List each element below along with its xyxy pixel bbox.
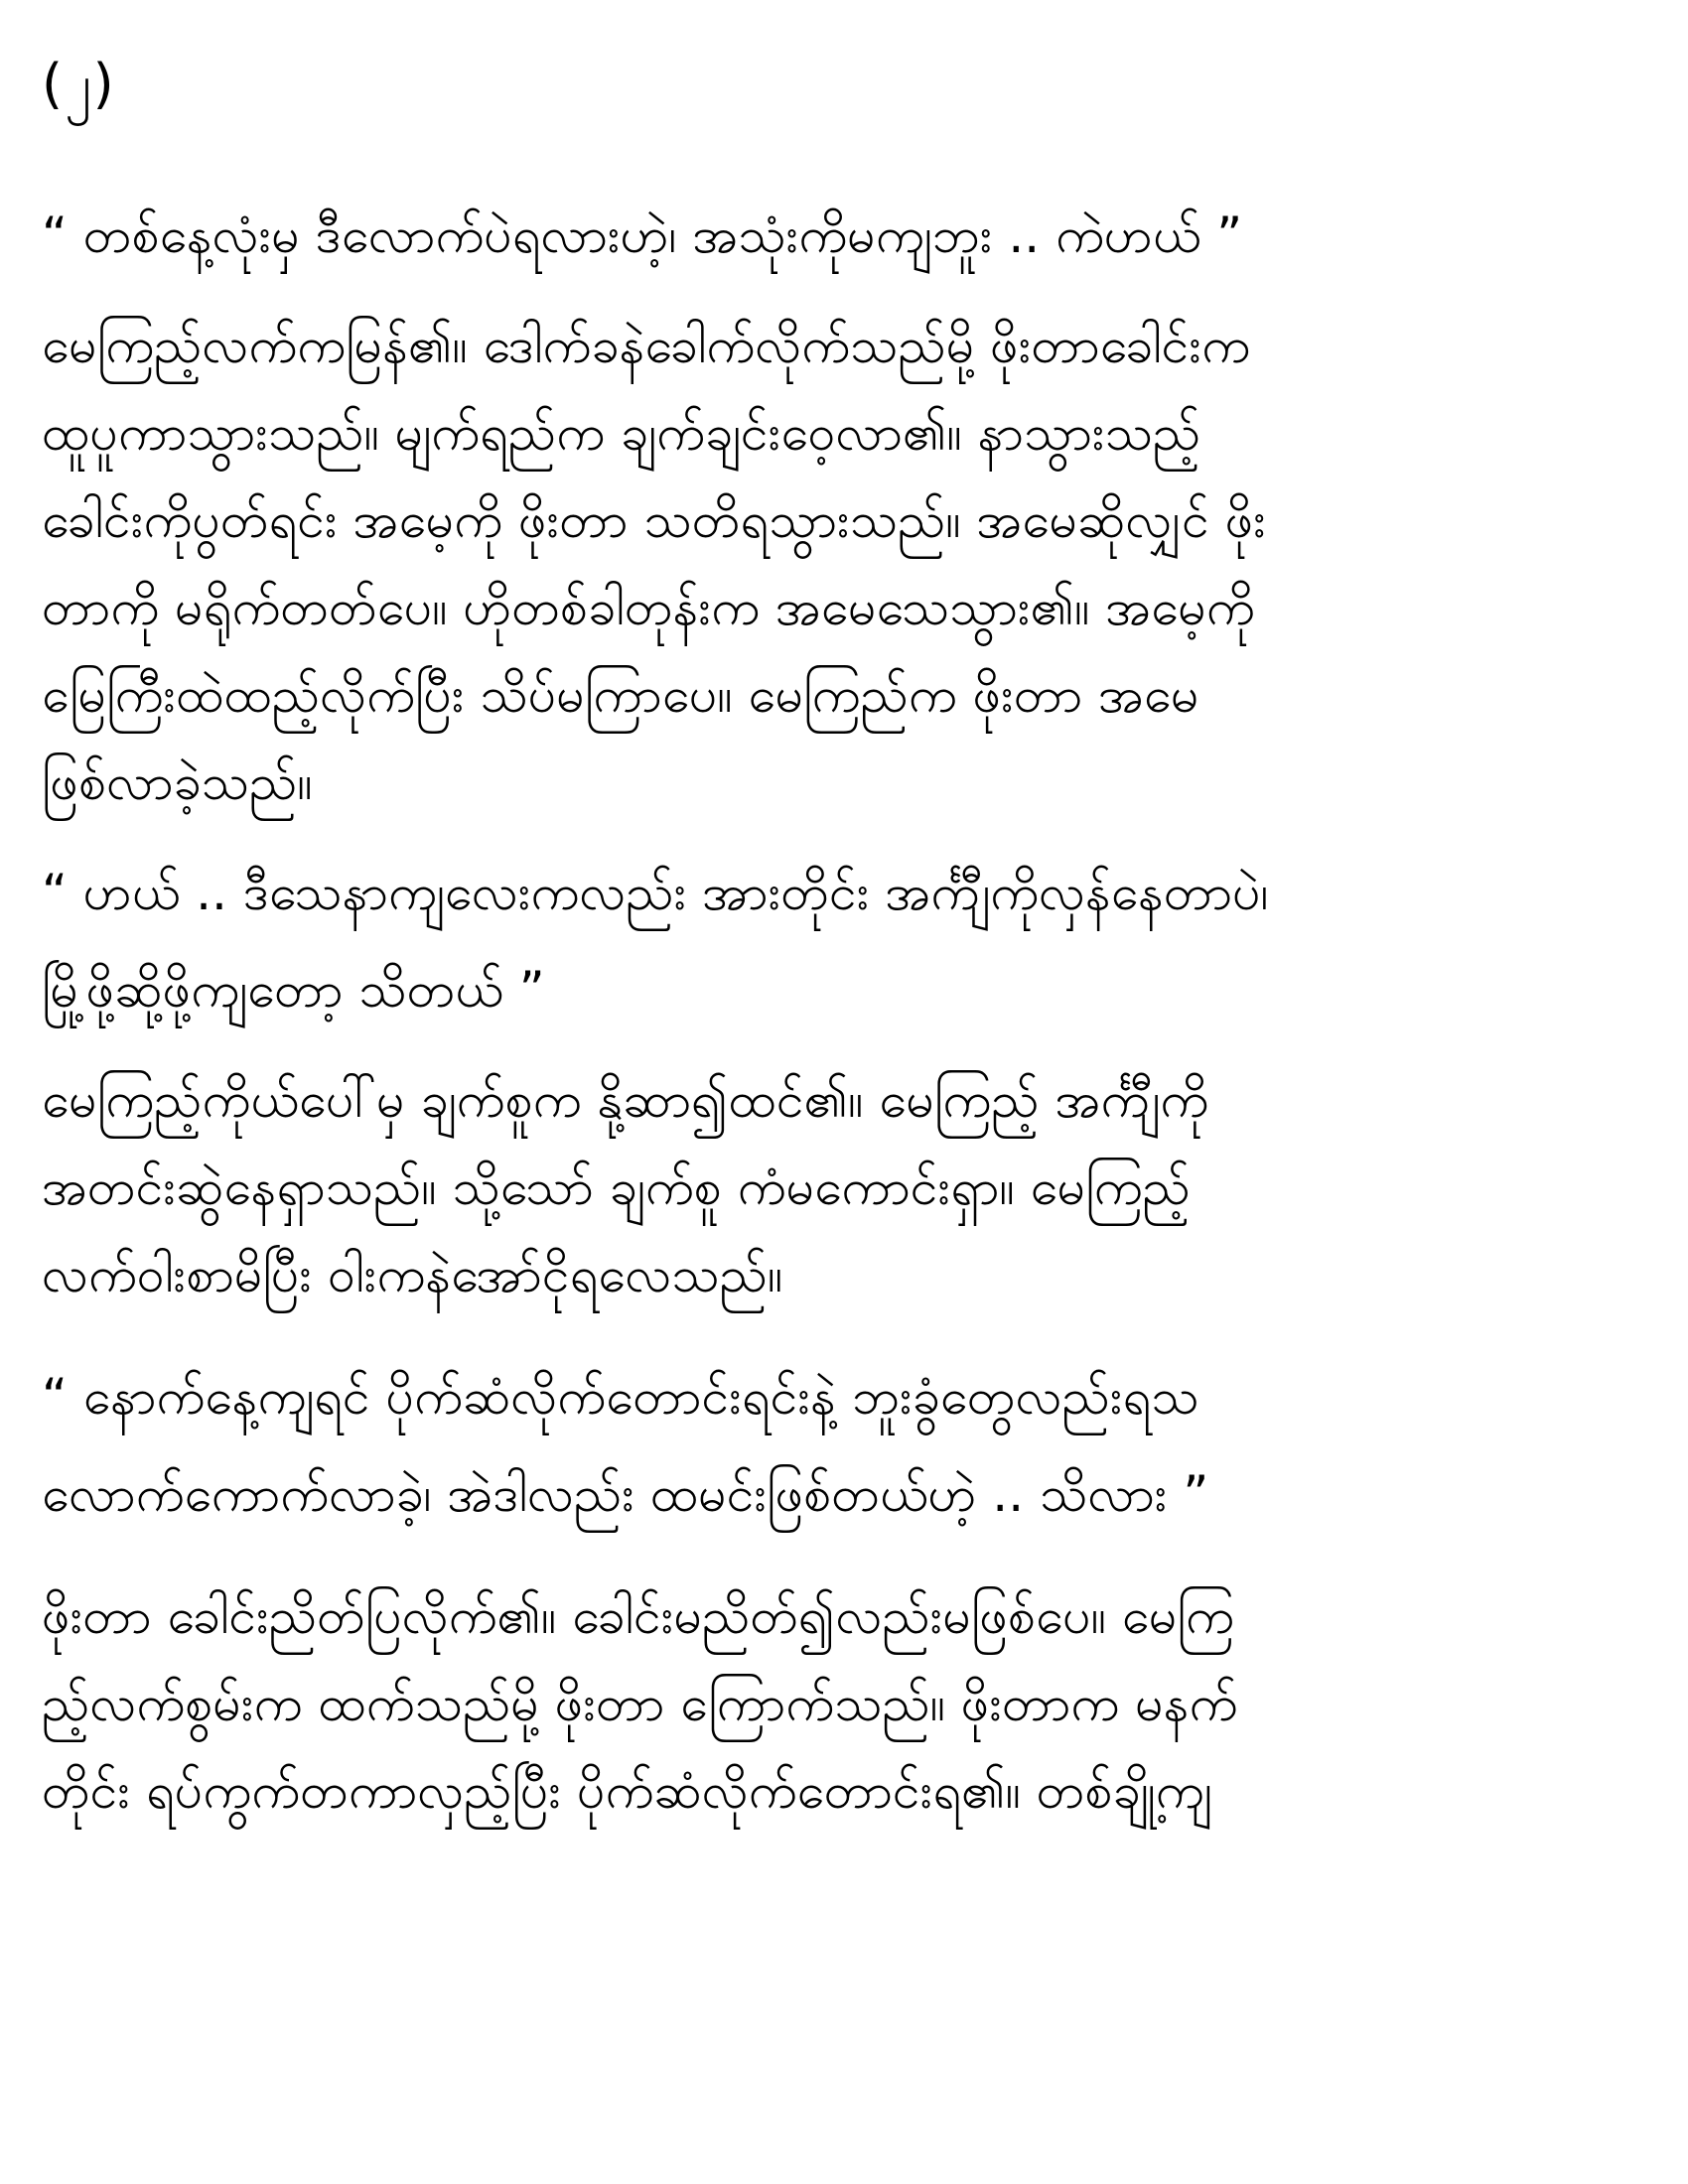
text-line: မေကြည့်ကိုယ်ပေါ်မှ ချက်စူက နို့ဆာ၍ထင်၏။ မေကြည့် အင်္ကျီကို	[42, 1071, 1209, 1129]
text-line: “ တစ်နေ့လုံးမှ ဒီလောက်ပဲရလားဟဲ့၊ အသုံးကိုမကျဘူး .. ကဲဟယ် ”	[42, 206, 1243, 264]
text-line: ထူပူကာသွားသည်။ မျက်ရည်က ချက်ချင်းဝေ့လာ၏။ နာသွားသည့်	[42, 404, 1201, 462]
text-line: မြေကြီးထဲထည့်လိုက်ပြီး သိပ်မကြာပေ။ မေကြည်က ဖိုးတာ အမေ	[42, 666, 1199, 724]
narration-paragraph	[42, 1056, 1628, 1318]
text-line: “ ဟယ် .. ဒီသေနာကျလေးကလည်း အားတိုင်း အင်္ကျီကိုလှန်နေတာပဲ၊	[42, 864, 1269, 921]
text-line: တိုင်း ရပ်ကွက်တကာလှည့်ပြီး ပိုက်ဆံလိုက်တောင်းရ၏။ တစ်ချို့ကျ	[42, 1762, 1212, 1820]
text-line: တာကို မရိုက်တတ်ပေ။ ဟိုတစ်ခါတုန်းက အမေသေသွား၏။ အမေ့ကို	[42, 579, 1255, 636]
chapter-number: (၂)	[42, 53, 116, 115]
dialog-paragraph	[42, 187, 1628, 284]
text-line: ည့်လက်စွမ်းက ထက်သည်မို့ ဖိုးတာ ကြောက်သည်။ ဖိုးတာက မနက်	[42, 1675, 1238, 1732]
text-line: အတင်းဆွဲနေရှာသည်။ သို့သော် ချက်စူ ကံမကောင်းရှာ။ မေကြည့်	[42, 1159, 1191, 1216]
text-line: လောက်ကောက်လာခဲ့၊ အဲဒါလည်း ထမင်းဖြစ်တယ်ဟဲ့ .. သိလား ”	[42, 1465, 1209, 1523]
text-line: မြို့ဖို့ဆို့ဖို့ကျတော့ သိတယ် ”	[42, 961, 545, 1019]
text-line: “ နောက်နေ့ကျရင် ပိုက်ဆံလိုက်တောင်းရင်းနဲ့ ဘူးခွံတွေလည်းရသ	[42, 1368, 1199, 1426]
text-line: မေကြည့်လက်ကမြန်၏။ ဒေါက်ခနဲခေါက်လိုက်သည်မို့ ဖိုးတာခေါင်းက	[42, 317, 1250, 374]
dialog-paragraph	[42, 844, 1628, 1038]
text-line: ခေါင်းကိုပွတ်ရင်း အမေ့ကို ဖိုးတာ သတိရသွားသည်။ အမေဆိုလျှင် ဖိုး	[42, 491, 1266, 549]
text-line: ဖြစ်လာခဲ့သည်။	[42, 753, 313, 811]
dialog-paragraph	[42, 1348, 1628, 1543]
narration-paragraph	[42, 302, 1628, 826]
text-line: ဖိုးတာ ခေါင်းညိတ်ပြလိုက်၏။ ခေါင်းမညိတ်၍လည်းမဖြစ်ပေ။ မေကြ	[42, 1587, 1234, 1645]
text-line: လက်ဝါးစာမိပြီး ဝါးကနဲအော်ငိုရလေသည်။	[42, 1246, 783, 1303]
narration-paragraph	[42, 1572, 1628, 1835]
